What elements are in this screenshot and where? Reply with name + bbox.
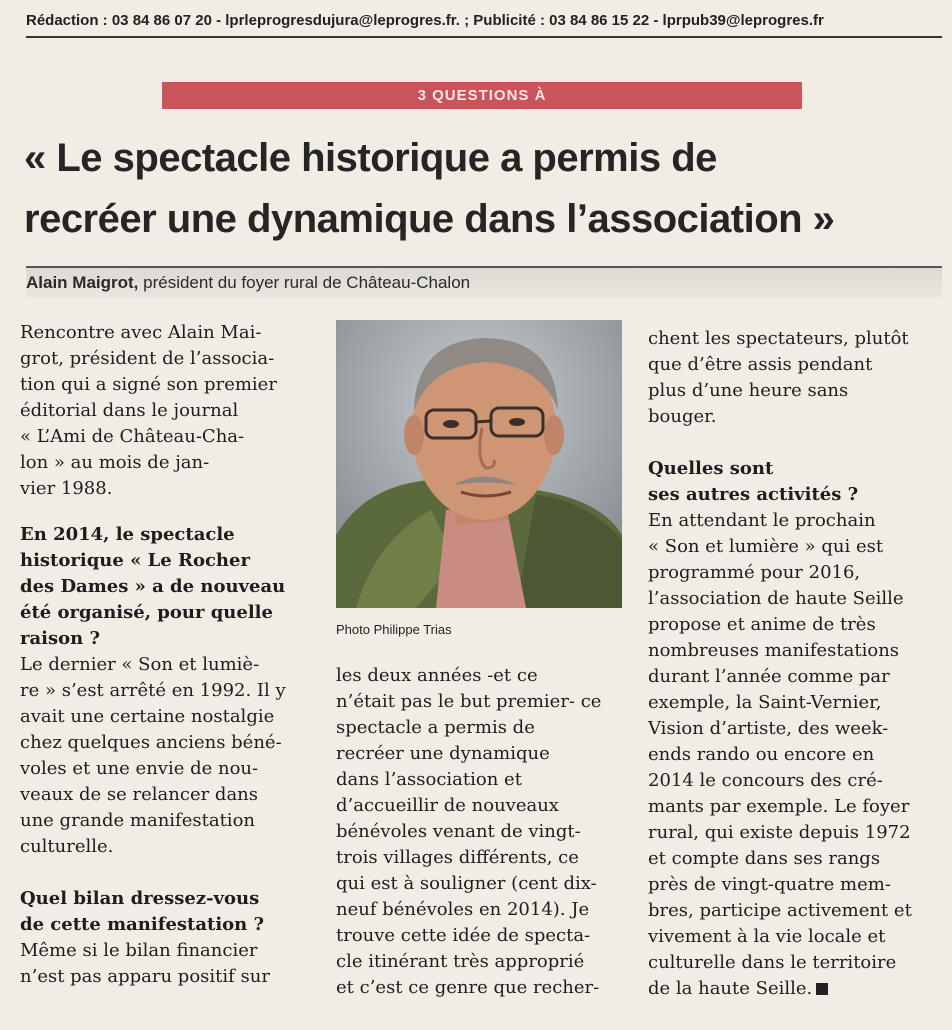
text-line: programmé pour 2016, <box>648 562 861 583</box>
text-line: et c’est ce genre que recher- <box>336 977 600 998</box>
portrait-photo <box>336 320 622 608</box>
text-line: tion qui a signé son premier <box>20 374 277 395</box>
text-line: chez quelques anciens béné- <box>20 732 282 753</box>
contact-bar: Rédaction : 03 84 86 07 20 - lprleprogresdujura@leprogres.fr. ; Publicité : 03 84 86 15 22 - lprpub39@leprogres.fr <box>26 6 942 38</box>
question-line: Quelles sont <box>648 458 774 479</box>
byline <box>26 266 942 298</box>
headline-line-1: « Le spectacle historique a permis de <box>24 136 717 180</box>
column-3 <box>648 326 942 1002</box>
text-line: et compte dans ses rangs <box>648 848 881 869</box>
question-line: historique « Le Rocher <box>20 550 250 571</box>
text-line: n’est pas apparu positif sur <box>20 966 270 987</box>
text-line: n’était pas le but premier- ce <box>336 691 602 712</box>
headline <box>24 128 944 250</box>
text-line: Rencontre avec Alain Mai- <box>20 322 262 343</box>
text-line: « Son et lumière » qui est <box>648 536 884 557</box>
text-line: culturelle. <box>20 836 114 857</box>
text-line: voles et une envie de nou- <box>20 758 259 779</box>
text-line: que d’être assis pendant <box>648 354 873 375</box>
question-line: En 2014, le spectacle <box>20 524 235 545</box>
text-line: ends rando ou encore en <box>648 744 875 765</box>
question-line: des Dames » a de nouveau <box>20 576 286 597</box>
text-line: recréer une dynamique <box>336 743 550 764</box>
text-line: bénévoles venant de vingt- <box>336 821 581 842</box>
byline-role: président du foyer rural de Château-Chalon <box>138 273 471 292</box>
text-line: spectacle a permis de <box>336 717 535 738</box>
text-line: vier 1988. <box>20 478 113 499</box>
text-line: mants par exemple. Le foyer <box>648 796 910 817</box>
text-line: lon » au mois de jan- <box>20 452 210 473</box>
text-line: Même si le bilan financier <box>20 940 258 961</box>
final-line: de la haute Seille. <box>648 978 813 999</box>
question-line: Quel bilan dressez-vous <box>20 888 260 909</box>
text-line: près de vingt-quatre mem- <box>648 874 891 895</box>
text-line: l’association de haute Seille <box>648 588 904 609</box>
headline-line-2: recréer une dynamique dans l’association » <box>24 197 835 241</box>
text-line: les deux années -et ce <box>336 665 538 686</box>
text-line: cle itinérant très approprié <box>336 951 585 972</box>
text-line: bres, participe activement et <box>648 900 912 921</box>
text-line: 2014 le concours des cré- <box>648 770 883 791</box>
question-line: de cette manifestation ? <box>20 914 265 935</box>
text-line: d’accueillir de nouveaux <box>336 795 559 816</box>
text-line: nombreuses manifestations <box>648 640 900 661</box>
byline-name: Alain Maigrot, <box>26 273 139 292</box>
text-line: éditorial dans le journal <box>20 400 239 421</box>
text-line: trouve cette idée de specta- <box>336 925 591 946</box>
text-line: Le dernier « Son et lumiè- <box>20 654 260 675</box>
question-1 <box>20 522 310 652</box>
question-line: ses autres activités ? <box>648 484 859 505</box>
text-line: culturelle dans le territoire <box>648 952 897 973</box>
text-line: exemple, la Saint-Vernier, <box>648 692 882 713</box>
text-line: « L’Ami de Château-Cha- <box>20 426 245 447</box>
text-line: En attendant le prochain <box>648 510 876 531</box>
text-line: durant l’année comme par <box>648 666 890 687</box>
text-line: Vision d’artiste, des week- <box>648 718 889 739</box>
text-line: qui est à souligner (cent dix- <box>336 873 597 894</box>
column-1 <box>20 320 310 990</box>
text-line: plus d’une heure sans <box>648 380 849 401</box>
answer-1 <box>20 652 310 860</box>
text-line: neuf bénévoles en 2014). Je <box>336 899 590 920</box>
text-line: veaux de se relancer dans <box>20 784 259 805</box>
portrait-photo-icon <box>336 320 622 608</box>
text-line: propose et anime de très <box>648 614 876 635</box>
section-kicker: 3 QUESTIONS À <box>162 82 802 109</box>
text-line <box>648 976 942 1002</box>
question-line: été organisé, pour quelle <box>20 602 273 623</box>
end-square-icon <box>816 983 828 995</box>
question-2 <box>20 886 310 938</box>
text-line: re » s’est arrêté en 1992. Il y <box>20 680 286 701</box>
text-line: bouger. <box>648 406 717 427</box>
text-line: une grande manifestation <box>20 810 255 831</box>
text-line: dans l’association et <box>336 769 522 790</box>
text-line: rural, qui existe depuis 1972 <box>648 822 911 843</box>
text-line: avait une certaine nostalgie <box>20 706 275 727</box>
question-line: raison ? <box>20 628 101 649</box>
answer-2 <box>20 938 310 990</box>
column-2 <box>336 663 624 1001</box>
text-line: trois villages différents, ce <box>336 847 579 868</box>
text-line: chent les spectateurs, plutôt <box>648 328 909 349</box>
text-line: vivement à la vie locale et <box>648 926 886 947</box>
photo-caption: Photo Philippe Trias <box>336 622 452 637</box>
text-line: grot, président de l’associa- <box>20 348 275 369</box>
intro-paragraph <box>20 320 310 502</box>
